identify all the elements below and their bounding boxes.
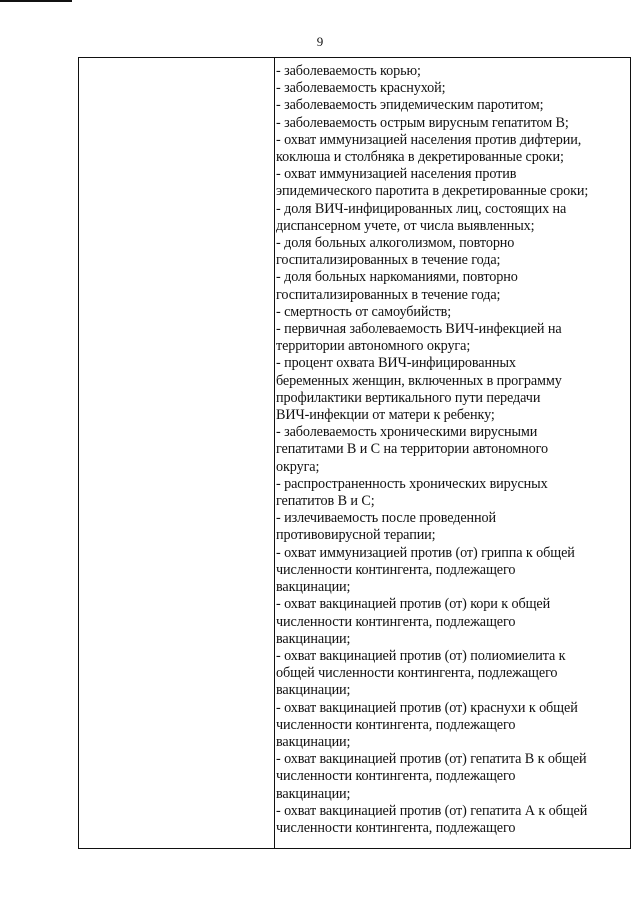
text-line: вакцинации; bbox=[276, 785, 351, 802]
text-line: - охват вакцинацией против (от) кори к общей bbox=[276, 596, 551, 613]
text-line: - охват вакцинацией против (от) гепатита А к общей bbox=[276, 802, 588, 819]
text-line: - заболеваемость краснухой; bbox=[276, 80, 446, 97]
text-line: территории автономного округа; bbox=[276, 338, 471, 355]
text-line: беременных женщин, включенных в программу bbox=[276, 372, 562, 389]
page-number: 9 bbox=[316, 34, 324, 49]
document-table bbox=[78, 57, 631, 849]
text-line: - доля больных алкоголизмом, повторно bbox=[276, 235, 515, 252]
text-line: численности контингента, подлежащего bbox=[276, 613, 516, 630]
text-line: - охват иммунизацией против (от) гриппа к общей bbox=[276, 544, 575, 561]
text-line: - заболеваемость корью; bbox=[276, 63, 421, 79]
table-column-divider bbox=[274, 58, 275, 848]
text-line: - процент охвата ВИЧ-инфицированных bbox=[276, 355, 516, 372]
text-line: - распространенность хронических вирусных bbox=[276, 475, 548, 492]
text-line: численности контингента, подлежащего bbox=[276, 768, 516, 785]
text-line: противовирусной терапии; bbox=[276, 527, 436, 544]
text-line: вакцинации; bbox=[276, 579, 351, 596]
text-line: - смертность от самоубийств; bbox=[276, 303, 452, 320]
text-line: коклюша и столбняка в декретированные сроки; bbox=[276, 149, 564, 166]
text-line: численности контингента, подлежащего bbox=[276, 819, 516, 836]
text-line: - заболеваемость острым вирусным гепатитом В; bbox=[276, 114, 569, 131]
text-line: численности контингента, подлежащего bbox=[276, 716, 516, 733]
text-line: - охват иммунизацией населения против дифтерии, bbox=[276, 131, 582, 148]
text-line: - первичная заболеваемость ВИЧ-инфекцией на bbox=[276, 321, 562, 338]
text-line: - заболеваемость эпидемическим паротитом; bbox=[276, 97, 544, 114]
text-line: округа; bbox=[276, 458, 320, 475]
text-line: эпидемического паротита в декретированные сроки; bbox=[276, 183, 589, 200]
text-line: численности контингента, подлежащего bbox=[276, 561, 516, 578]
text-line: - охват вакцинацией против (от) краснухи к общей bbox=[276, 699, 578, 716]
table-left-column bbox=[79, 58, 274, 848]
text-line: - излечиваемость после проведенной bbox=[276, 510, 497, 527]
text-line: госпитализированных в течение года; bbox=[276, 286, 501, 303]
text-line: ВИЧ-инфекции от матери к ребенку; bbox=[276, 407, 495, 424]
text-line: вакцинации; bbox=[276, 733, 351, 750]
text-line: общей численности контингента, подлежащего bbox=[276, 665, 558, 682]
text-line: - охват вакцинацией против (от) полиомиелита к bbox=[276, 647, 566, 664]
text-line: гепатитов В и С; bbox=[276, 493, 375, 510]
text-line: - заболеваемость хроническими вирусными bbox=[276, 424, 538, 441]
text-line: - доля больных наркоманиями, повторно bbox=[276, 269, 518, 286]
text-line: вакцинации; bbox=[276, 682, 351, 699]
text-line: диспансерном учете, от числа выявленных; bbox=[276, 217, 535, 234]
text-line: - охват вакцинацией против (от) гепатита В к общей bbox=[276, 751, 587, 768]
table-right-column bbox=[276, 63, 628, 837]
text-line: профилактики вертикального пути передачи bbox=[276, 389, 541, 406]
text-line: - доля ВИЧ-инфицированных лиц, состоящих на bbox=[276, 200, 567, 217]
text-line: госпитализированных в течение года; bbox=[276, 252, 501, 269]
scan-corner-mark bbox=[0, 0, 72, 2]
text-line: гепатитами В и С на территории автономного bbox=[276, 441, 549, 458]
text-line: - охват иммунизацией населения против bbox=[276, 166, 517, 183]
text-line: вакцинации; bbox=[276, 630, 351, 647]
